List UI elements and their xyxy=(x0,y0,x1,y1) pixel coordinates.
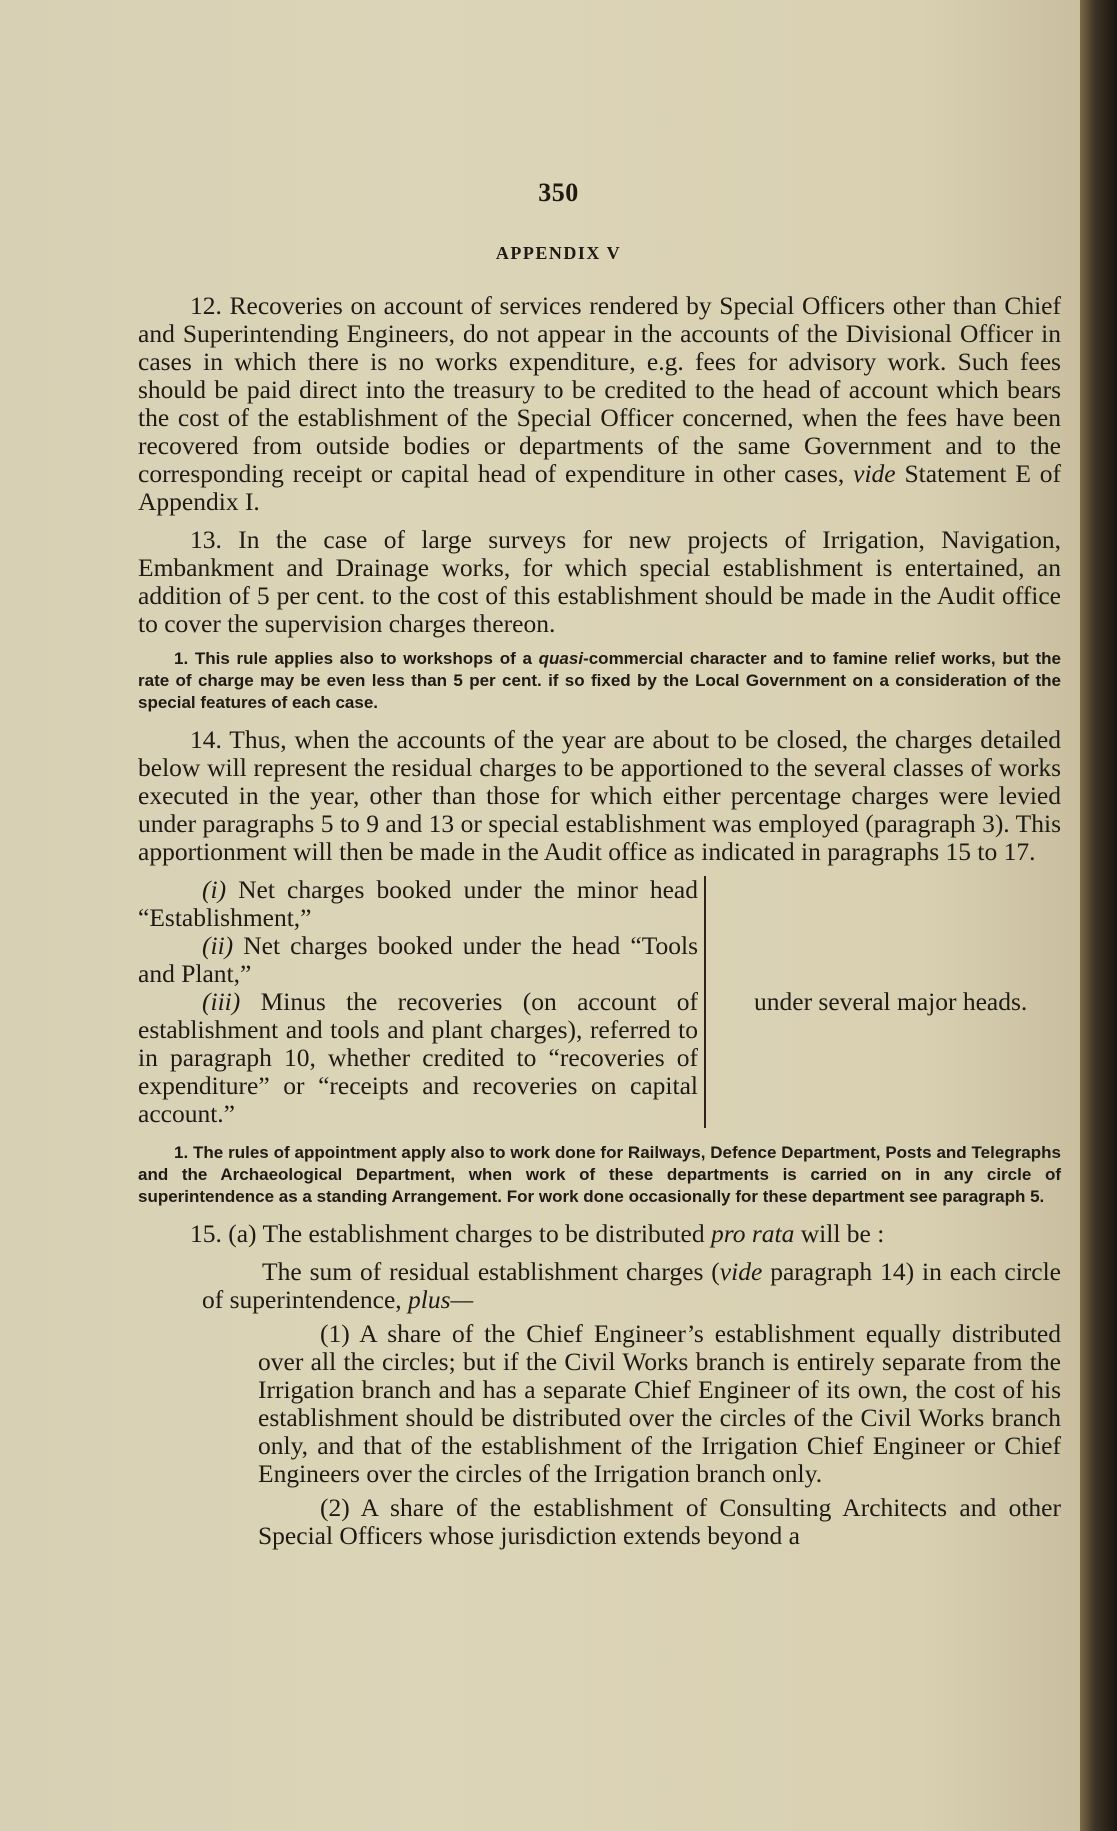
charges-items xyxy=(138,876,706,1128)
paragraph-15-sum xyxy=(202,1258,1061,1314)
paragraph-15-sum-vide: vide xyxy=(719,1257,763,1286)
charge-item-i xyxy=(138,876,698,932)
charge-item-i-text: Net charges booked under the minor head “Establishment,” xyxy=(138,875,699,932)
paragraph-12-vide: vide xyxy=(853,459,896,488)
paragraph-15a-pro-rata: pro rata xyxy=(710,1219,795,1248)
paragraph-14: 14. Thus, when the accounts of the year are about to be closed, the charges detailed below will represent the residual charges to be apportioned to the several classes of works executed in the year, other than those for which either percentage charges were levied under paragraphs 5 to 9 and 13 or special establishment was employed (paragraph 3). This apportionment will then be made in the Audit office as indicated in paragraphs 15 to 17. xyxy=(138,725,1061,866)
charge-item-ii-number: (ii) xyxy=(202,931,234,960)
paragraph-15a-text: 15. (a) The establishment charges to be distributed xyxy=(190,1219,705,1248)
paragraph-15-item-2: (2) A share of the establishment of Consulting Architects and other Special Officers whose jurisdiction extends beyond a xyxy=(258,1493,1061,1550)
charge-item-i-number: (i) xyxy=(202,875,227,904)
charge-item-ii xyxy=(138,932,698,988)
paragraph-15-item-1: (1) A share of the Chief Engineer’s establishment equally distributed over all the circles; but if the Civil Works branch is entirely separate from the Irrigation branch and has a separate Chief Engineer of its own, the cost of his establishment should be distributed over the circles of the Civil Works branch only, and that of the establishment of the Irrigation Chief Engineer or Chief Engineers over the circles of the Irrigation branch only. xyxy=(258,1319,1061,1488)
charge-item-ii-text: Net charges booked under the head “Tools and Plant,” xyxy=(138,931,698,988)
footnote-1-text-a: 1. This rule applies also to workshops of a xyxy=(174,649,532,668)
paragraph-15-sum-a: The sum of residual establishment charges ( xyxy=(262,1257,720,1286)
charge-item-iii-number: (iii) xyxy=(202,987,241,1016)
bracketed-charges-list xyxy=(138,876,1061,1128)
running-head: APPENDIX V xyxy=(495,243,622,263)
book-spine-shadow xyxy=(1080,0,1117,1831)
paragraph-12-text: 12. Recoveries on account of services rendered by Special Officers other than Chief and Superintending Engineers, do not appear in the accounts of the Divisional Officer in cases in which there is no works expenditure, e.g. fees for advisory work. Such fees should be paid direct into the treasury to be credited to the head of account which bears the cost of the establishment of the Special Officer concerned, when the fees have been recovered from outside bodies or departments of the same Government and to the corresponding receipt or capital head of expenditure in other cases, xyxy=(138,291,1061,488)
footnote-1-text-b: -commercial character and to famine relief works, but the rate of charge may be even less than 5 per cent. if so fixed by the Local Government on a consideration of the special features of each case. xyxy=(138,649,1061,712)
paragraph-15-plus: plus— xyxy=(408,1285,474,1314)
page-number: 350 xyxy=(538,178,579,207)
bracket-caption: under several major heads. xyxy=(754,987,1028,1016)
paragraph-15a-end: will be : xyxy=(800,1219,885,1248)
footnote-2: 1. The rules of appointment apply also to work done for Railways, Defence Department, Posts and Telegraphs and the Archaeological Department, when work of these departments is carried on in any circle of superintendence as a standing Arrangement. For work done occasionally for these department see paragraph 5. xyxy=(138,1143,1061,1206)
paragraph-12-end: Statement E of Appendix I. xyxy=(138,459,1062,516)
paragraph-15a xyxy=(138,1220,1061,1248)
charge-item-iii-text: Minus the recoveries (on account of establishment and tools and plant charges), referred to in paragraph 10, whether credited to “recoveries of expenditure” or “receipts and recoveries on capital account.” xyxy=(138,987,699,1128)
page-body xyxy=(138,292,1061,1556)
charge-item-iii xyxy=(138,988,698,1128)
paragraph-12 xyxy=(138,292,1061,516)
footnote-1-quasi: quasi xyxy=(538,649,584,668)
footnote-1 xyxy=(138,648,1061,714)
paragraph-13: 13. In the case of large surveys for new projects of Irrigation, Navigation, Embankment and Drainage works, for which special establishment is entertained, an addition of 5 per cent. to the cost of this establishment should be made in the Audit office to cover the supervision charges thereon. xyxy=(138,525,1061,638)
paragraph-15-sum-b: paragraph 14) in each circle of superintendence, xyxy=(202,1257,1062,1314)
